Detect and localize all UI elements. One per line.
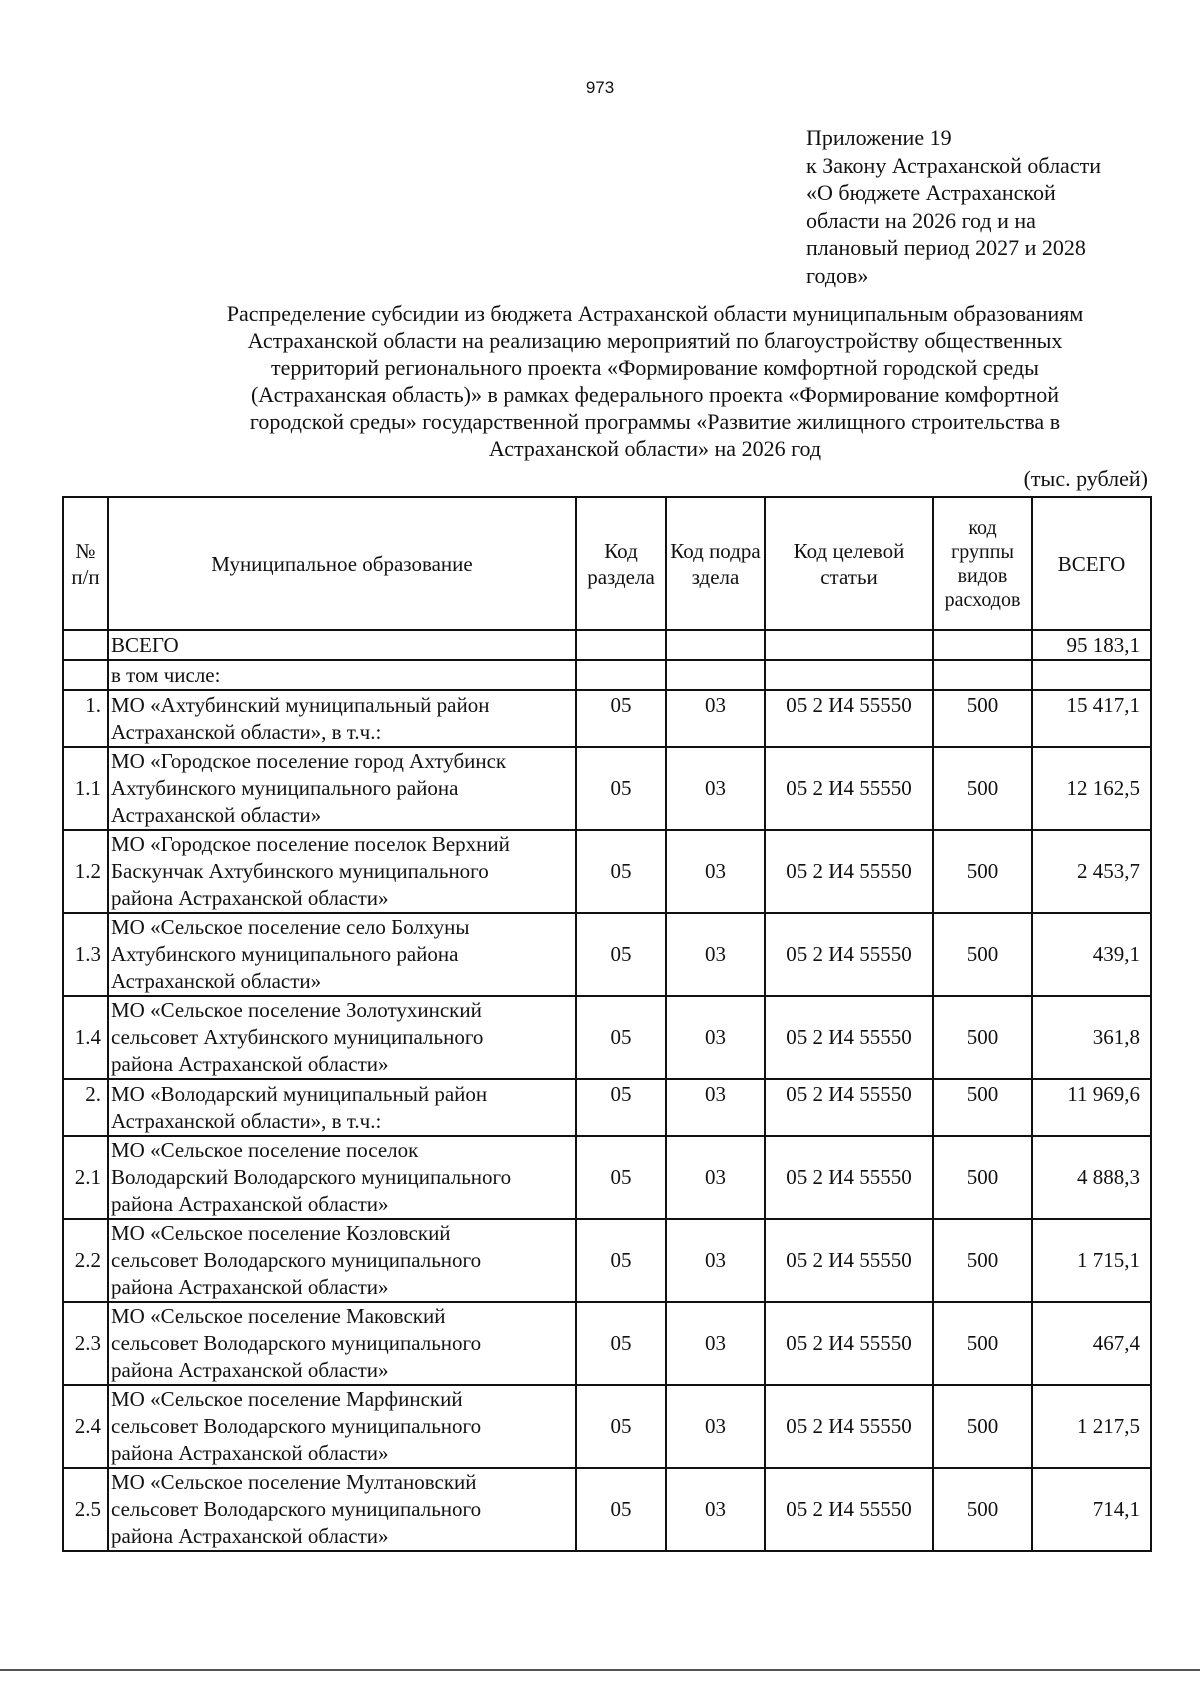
row-name — [108, 747, 576, 830]
table-row — [63, 996, 1151, 1079]
row-total: 1 217,5 — [1032, 1385, 1151, 1468]
row-expense-group: 500 — [933, 913, 1032, 996]
header-target: Код целевой статьи — [765, 497, 933, 630]
row-subsection: 03 — [666, 1079, 765, 1136]
units-label: (тыс. рублей) — [1023, 466, 1148, 491]
title-line: (Астраханская область)» в рамках федерального проекта «Формирование комфортной — [250, 382, 1060, 407]
header-expense-group: код группы видов расходов — [933, 497, 1032, 630]
total-row-value: 95 183,1 — [1032, 630, 1151, 660]
row-section: 05 — [576, 1079, 666, 1136]
row-name — [108, 830, 576, 913]
appendix-line: годов» — [806, 262, 869, 288]
row-num: 1.1 — [63, 747, 108, 830]
row-total: 714,1 — [1032, 1468, 1151, 1551]
subsidy-table — [62, 496, 1152, 1552]
row-subsection: 03 — [666, 913, 765, 996]
title-line: Астраханской области на реализацию мероприятий по благоустройству общественных — [247, 328, 1063, 353]
row-total: 4 888,3 — [1032, 1136, 1151, 1219]
table-row — [63, 747, 1151, 830]
table-row — [63, 1302, 1151, 1385]
row-num: 1.3 — [63, 913, 108, 996]
row-name — [108, 1136, 576, 1219]
appendix-line: «О бюджете Астраханской — [806, 180, 1056, 205]
row-num: 1.4 — [63, 996, 108, 1079]
row-name-line: сельсовет Ахтубинского муниципального — [111, 1025, 484, 1049]
row-name-line: Ахтубинского муниципального района — [111, 776, 459, 800]
row-name-line: МО «Сельское поселение Мултановский — [111, 1470, 477, 1494]
row-section: 05 — [576, 1468, 666, 1551]
row-num: 2.1 — [63, 1136, 108, 1219]
appendix-line: плановый период 2027 и 2028 — [806, 235, 1086, 260]
header-subsection: Код подраздела — [666, 497, 765, 630]
row-name-line: МО «Сельское поселение Маковский — [111, 1304, 446, 1328]
header-total: ВСЕГО — [1032, 497, 1151, 630]
row-name — [108, 913, 576, 996]
row-section: 05 — [576, 996, 666, 1079]
row-expense-group: 500 — [933, 1219, 1032, 1302]
row-target-code: 05 2 И4 55550 — [765, 913, 933, 996]
row-subsection: 03 — [666, 1219, 765, 1302]
row-subsection: 03 — [666, 747, 765, 830]
row-name-line: МО «Володарский муниципальный район — [111, 1081, 488, 1106]
row-name — [108, 1302, 576, 1385]
row-name-line: Астраханской области» — [111, 803, 322, 827]
table-row — [63, 690, 1151, 747]
row-section: 05 — [576, 913, 666, 996]
appendix-block — [806, 124, 1146, 289]
header-num: № п/п — [63, 497, 108, 630]
row-name-line: Баскунчак Ахтубинского муниципального — [111, 859, 489, 883]
row-name-line: сельсовет Володарского муниципального — [111, 1331, 482, 1355]
title-line: Распределение субсидии из бюджета Астраханской области муниципальным образованиям — [226, 301, 1084, 326]
row-target-code: 05 2 И4 55550 — [765, 1219, 933, 1302]
title-line: территорий регионального проекта «Формирование комфортной городской среды — [271, 355, 1039, 380]
row-section: 05 — [576, 1219, 666, 1302]
row-target-code: 05 2 И4 55550 — [765, 830, 933, 913]
appendix-line: к Закону Астраханской области — [806, 152, 1101, 178]
total-row-label: ВСЕГО — [108, 630, 576, 660]
header-section: Код раздела — [576, 497, 666, 630]
row-expense-group: 500 — [933, 1302, 1032, 1385]
row-num: 1.2 — [63, 830, 108, 913]
row-name-line: МО «Городское поселение город Ахтубинск — [111, 749, 507, 773]
row-name — [108, 1468, 576, 1551]
row-name-line: МО «Сельское поселение село Болхуны — [111, 915, 470, 939]
row-target-code: 05 2 И4 55550 — [765, 1079, 933, 1136]
row-name-line: МО «Ахтубинский муниципальный район — [111, 692, 490, 717]
table-row — [63, 1136, 1151, 1219]
row-subsection: 03 — [666, 996, 765, 1079]
row-section: 05 — [576, 747, 666, 830]
including-row — [63, 660, 1151, 690]
row-name-line: МО «Сельское поселение Золотухинский — [111, 998, 482, 1022]
row-section: 05 — [576, 1302, 666, 1385]
row-target-code: 05 2 И4 55550 — [765, 1385, 933, 1468]
row-total: 11 969,6 — [1032, 1079, 1151, 1136]
row-name-line: района Астраханской области» — [111, 1275, 389, 1299]
row-name-line: МО «Сельское поселение Козловский — [111, 1221, 451, 1245]
table-row — [63, 1468, 1151, 1551]
row-target-code: 05 2 И4 55550 — [765, 1468, 933, 1551]
row-name — [108, 996, 576, 1079]
row-num: 1. — [63, 690, 108, 747]
appendix-line: области на 2026 год и на — [806, 207, 1036, 233]
row-total: 15 417,1 — [1032, 690, 1151, 747]
total-row — [63, 630, 1151, 660]
row-subsection: 03 — [666, 1136, 765, 1219]
row-total: 439,1 — [1032, 913, 1151, 996]
table-row — [63, 1079, 1151, 1136]
row-total: 1 715,1 — [1032, 1219, 1151, 1302]
title-line: Астраханской области» на 2026 год — [488, 436, 822, 461]
table-row — [63, 913, 1151, 996]
row-total: 2 453,7 — [1032, 830, 1151, 913]
row-name-line: района Астраханской области» — [111, 1052, 389, 1076]
row-name — [108, 1219, 576, 1302]
row-expense-group: 500 — [933, 1385, 1032, 1468]
row-target-code: 05 2 И4 55550 — [765, 747, 933, 830]
table-row — [63, 1219, 1151, 1302]
row-subsection: 03 — [666, 830, 765, 913]
row-name-line: Ахтубинского муниципального района — [111, 942, 459, 966]
title-line: городской среды» государственной программы «Развитие жилищного строительства в — [249, 409, 1061, 434]
row-target-code: 05 2 И4 55550 — [765, 1302, 933, 1385]
table-row — [63, 830, 1151, 913]
row-name-line: Володарский Володарского муниципального — [111, 1165, 512, 1189]
row-section: 05 — [576, 830, 666, 913]
row-name-line: МО «Сельское поселение поселок — [111, 1138, 419, 1162]
row-target-code: 05 2 И4 55550 — [765, 1136, 933, 1219]
row-num: 2.5 — [63, 1468, 108, 1551]
header-name: Муниципальное образование — [108, 497, 576, 630]
row-total: 12 162,5 — [1032, 747, 1151, 830]
row-section: 05 — [576, 1136, 666, 1219]
row-name-line: МО «Сельское поселение Марфинский — [111, 1387, 463, 1411]
row-expense-group: 500 — [933, 1136, 1032, 1219]
row-num: 2.3 — [63, 1302, 108, 1385]
document-title — [60, 300, 1200, 462]
row-section: 05 — [576, 1385, 666, 1468]
row-target-code: 05 2 И4 55550 — [765, 690, 933, 747]
row-subsection: 03 — [666, 690, 765, 747]
row-name-line: Астраханской области», в т.ч.: — [111, 719, 382, 744]
row-total: 467,4 — [1032, 1302, 1151, 1385]
row-name-line: района Астраханской области» — [111, 1524, 389, 1548]
including-row-label: в том числе: — [108, 660, 576, 690]
table-header-row — [63, 497, 1151, 630]
row-expense-group: 500 — [933, 747, 1032, 830]
appendix-line: Приложение 19 — [806, 125, 952, 150]
row-num: 2.4 — [63, 1385, 108, 1468]
row-name-line: МО «Городское поселение поселок Верхний — [111, 832, 510, 856]
row-expense-group: 500 — [933, 830, 1032, 913]
row-name-line: района Астраханской области» — [111, 1441, 389, 1465]
row-expense-group: 500 — [933, 1079, 1032, 1136]
row-total: 361,8 — [1032, 996, 1151, 1079]
row-expense-group: 500 — [933, 690, 1032, 747]
page-number: 973 — [585, 78, 615, 97]
row-subsection: 03 — [666, 1468, 765, 1551]
row-subsection: 03 — [666, 1302, 765, 1385]
scan-bottom-rule — [0, 1669, 1200, 1671]
row-name — [108, 1079, 576, 1136]
row-name-line: района Астраханской области» — [111, 1358, 389, 1382]
row-name-line: сельсовет Володарского муниципального — [111, 1248, 482, 1272]
table-row — [63, 1385, 1151, 1468]
row-name-line: района Астраханской области» — [111, 886, 389, 910]
row-section: 05 — [576, 690, 666, 747]
row-target-code: 05 2 И4 55550 — [765, 996, 933, 1079]
row-subsection: 03 — [666, 1385, 765, 1468]
row-expense-group: 500 — [933, 1468, 1032, 1551]
row-expense-group: 500 — [933, 996, 1032, 1079]
row-name-line: сельсовет Володарского муниципального — [111, 1414, 482, 1438]
row-name — [108, 1385, 576, 1468]
row-name-line: Астраханской области» — [111, 969, 322, 993]
row-name-line: сельсовет Володарского муниципального — [111, 1497, 482, 1521]
row-name-line: района Астраханской области» — [111, 1192, 389, 1216]
row-name — [108, 690, 576, 747]
row-name-line: Астраханской области», в т.ч.: — [111, 1108, 382, 1133]
row-num: 2.2 — [63, 1219, 108, 1302]
row-num: 2. — [63, 1079, 108, 1136]
